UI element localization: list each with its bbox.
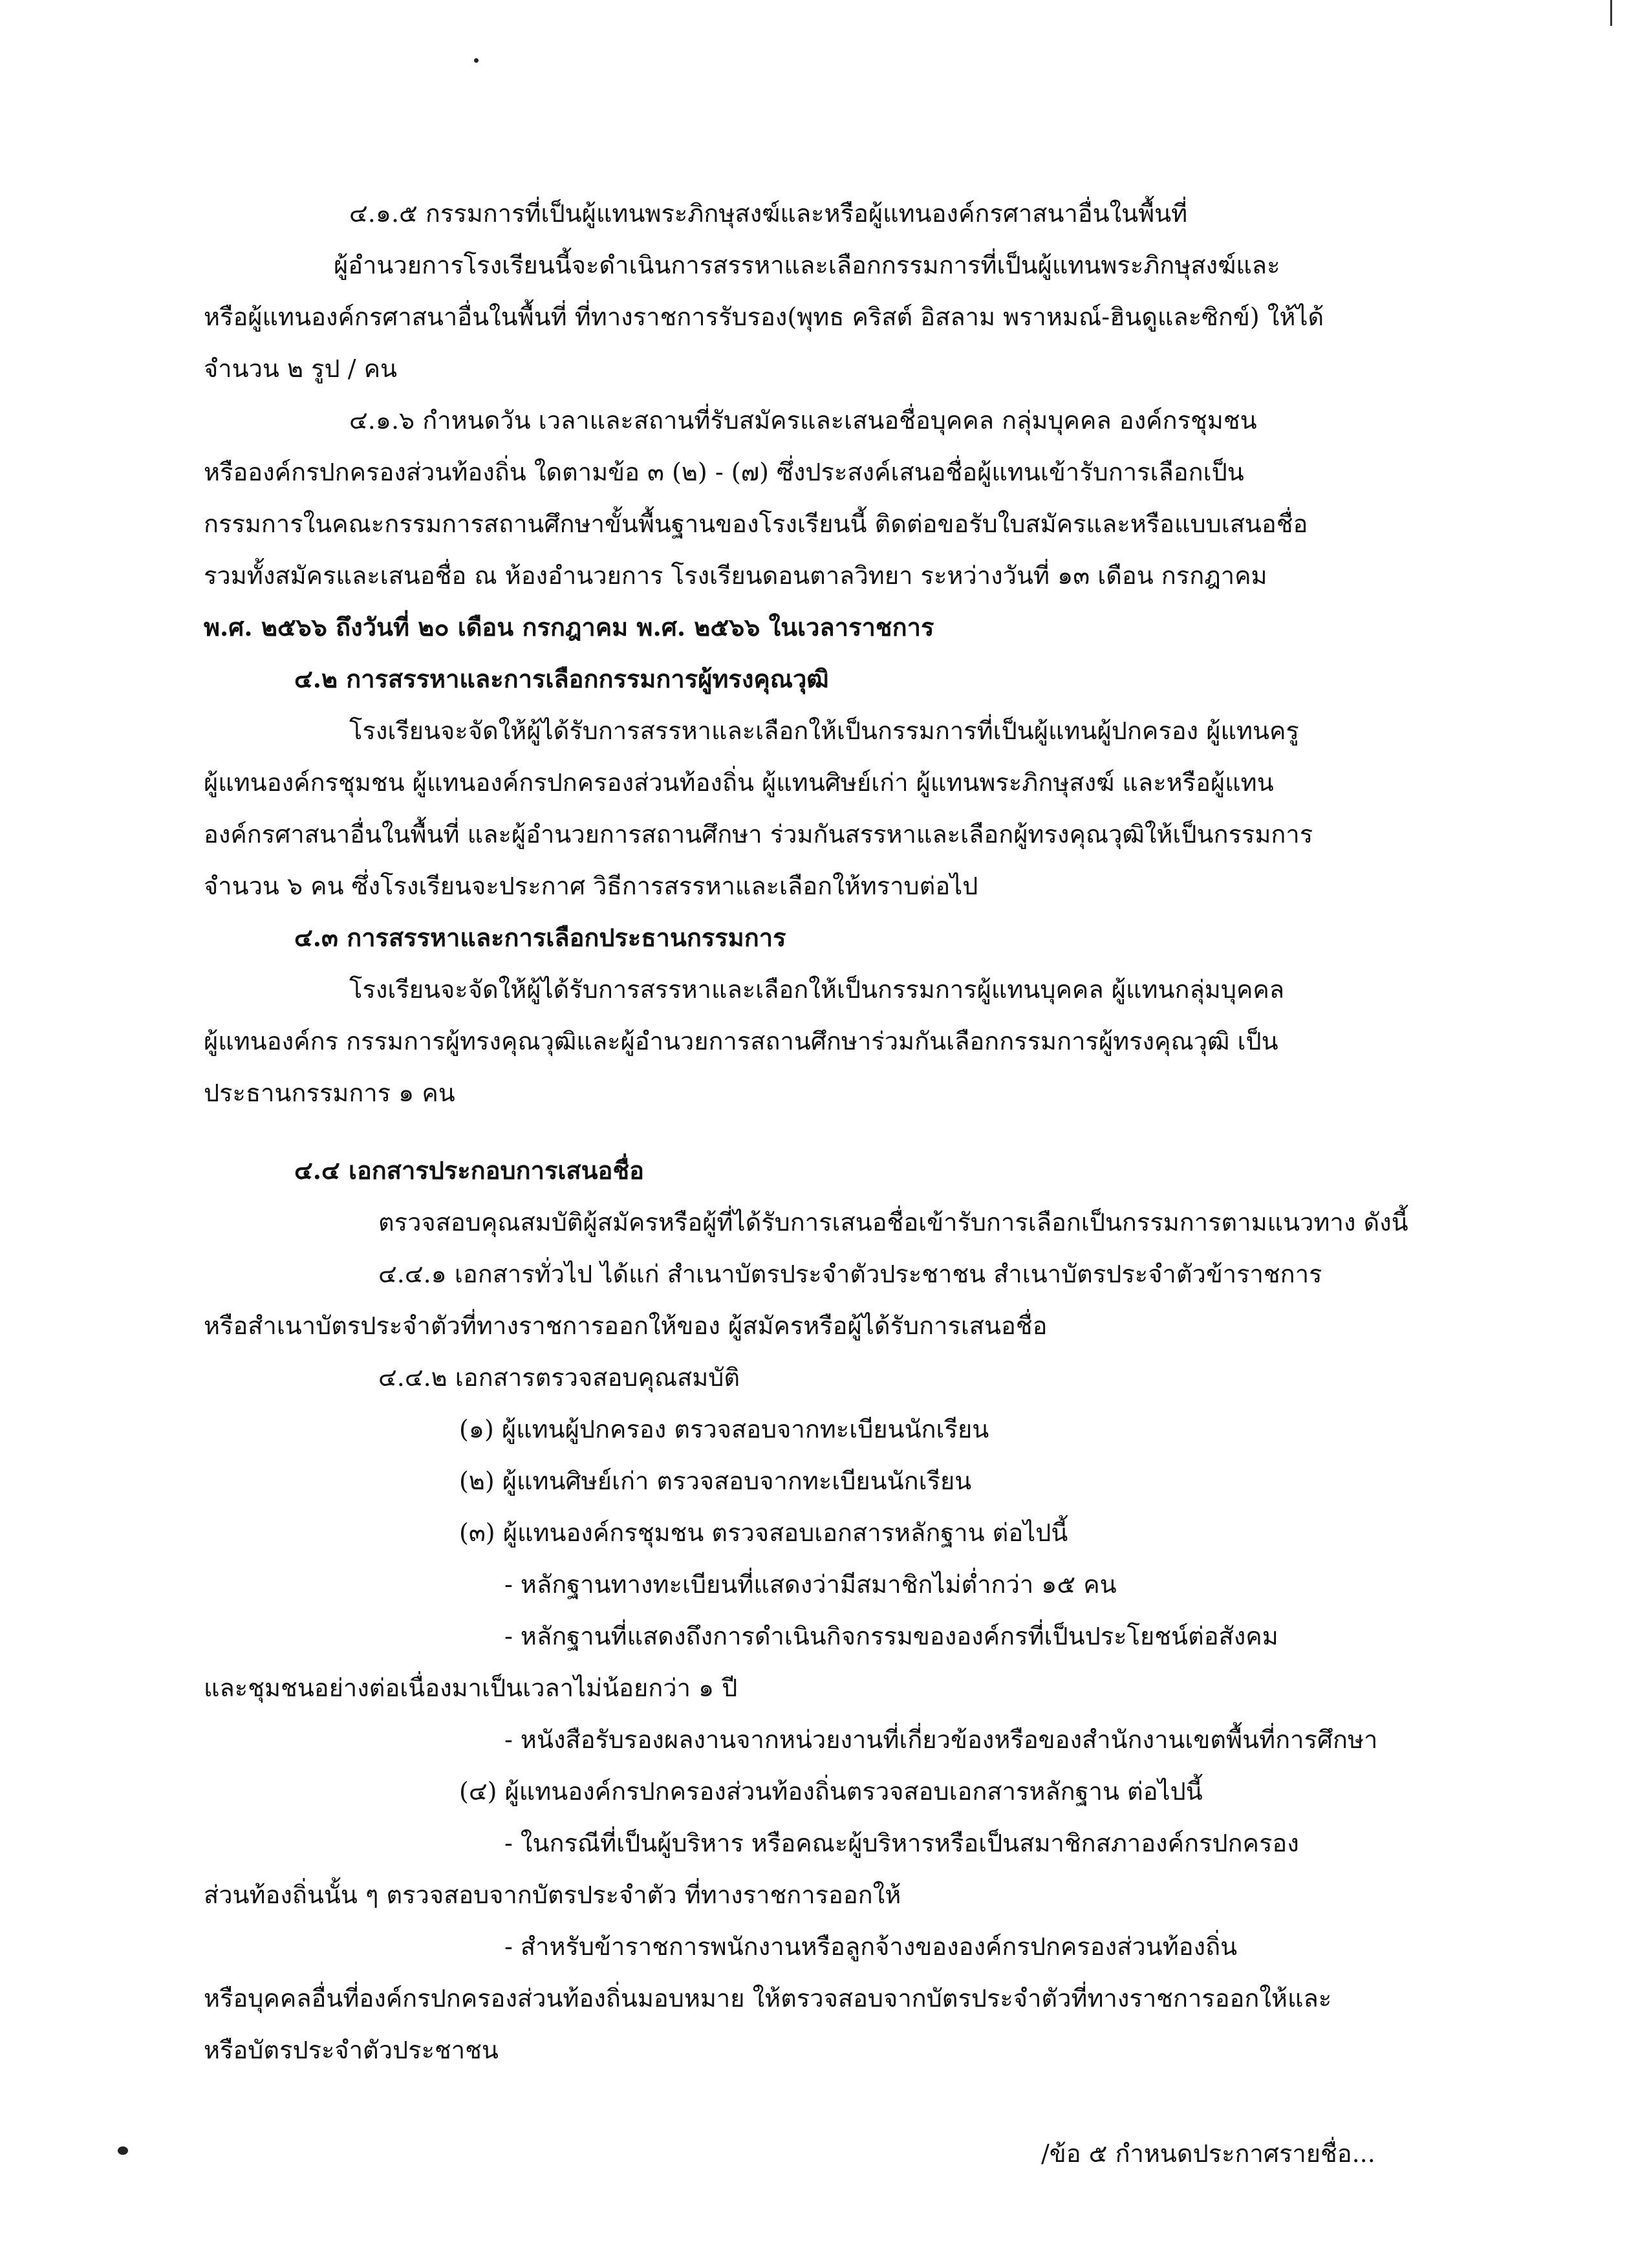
- paragraph-line: รวมทั้งสมัครและเสนอชื่อ ณ ห้องอำนวยการ โรงเรียนดอนตาลวิทยา ระหว่างวันที่ ๑๓ เดือน กรกฎาคม: [204, 561, 1267, 590]
- paragraph-line: ตรวจสอบคุณสมบัติผู้สมัครหรือผู้ที่ได้รับการเสนอชื่อเข้ารับการเลือกเป็นกรรมการตามแนวทาง ดังนี้: [378, 1208, 1408, 1237]
- bullet-item: - สำหรับข้าราชการพนักงานหรือลูกจ้างขององค์กรปกครองส่วนท้องถิ่น: [504, 1932, 1238, 1961]
- paragraph-line: ผู้แทนองค์กร กรรมการผู้ทรงคุณวุฒิและผู้อำนวยการสถานศึกษาร่วมกันเลือกกรรมการผู้ทรงคุณวุฒิ เป็น: [204, 1027, 1278, 1055]
- paragraph-line: หรือสำเนาบัตรประจำตัวที่ทางราชการออกให้ของ ผู้สมัครหรือผู้ได้รับการเสนอชื่อ: [204, 1312, 1048, 1340]
- paragraph-line: จำนวน ๒ รูป / คน: [204, 354, 397, 383]
- paragraph-line: โรงเรียนจะจัดให้ผู้ได้รับการสรรหาและเลือกให้เป็นกรรมการผู้แทนบุคคล ผู้แทนกลุ่มบุคคล: [349, 975, 1285, 1004]
- section-4-4-1-heading: ๔.๔.๑ เอกสารทั่วไป ได้แก่ สำเนาบัตรประจำตัวประชาชน สำเนาบัตรประจำตัวข้าราชการ: [378, 1260, 1322, 1288]
- bullet-item: - หนังสือรับรองผลงานจากหน่วยงานที่เกี่ยวข้องหรือของสำนักงานเขตพื้นที่การศึกษา: [504, 1725, 1378, 1754]
- bullet-item: - หลักฐานทางทะเบียนที่แสดงว่ามีสมาชิกไม่ต่ำกว่า ๑๕ คน: [504, 1570, 1117, 1599]
- paragraph-line: หรือบัตรประจำตัวประชาชน: [204, 2036, 499, 2064]
- section-4-4-heading: ๔.๔ เอกสารประกอบการเสนอชื่อ: [294, 1156, 644, 1185]
- paragraph-line: หรือบุคคลอื่นที่องค์กรปกครองส่วนท้องถิ่นมอบหมาย ให้ตรวจสอบจากบัตรประจำตัวที่ทางราชการออกให้และ: [204, 1984, 1332, 2013]
- section-4-3-heading: ๔.๓ การสรรหาและการเลือกประธานกรรมการ: [294, 923, 786, 952]
- paragraph-line: โรงเรียนจะจัดให้ผู้ได้รับการสรรหาและเลือกให้เป็นกรรมการที่เป็นผู้แทนผู้ปกครอง ผู้แทนครู: [349, 717, 1299, 745]
- paragraph-line: ประธานกรรมการ ๑ คน: [204, 1079, 455, 1107]
- paragraph-line: องค์กรศาสนาอื่นในพื้นที่ และผู้อำนวยการสถานศึกษา ร่วมกันสรรหาและเลือกผู้ทรงคุณวุฒิให้เป็นกรรมการ: [204, 820, 1313, 848]
- scan-edge-line: [1610, 0, 1612, 26]
- section-4-2-heading: ๔.๒ การสรรหาและการเลือกกรรมการผู้ทรงคุณวุฒิ: [294, 664, 829, 693]
- bullet-item: - หลักฐานที่แสดงถึงการดำเนินกิจกรรมขององค์กรที่เป็นประโยชน์ต่อสังคม: [504, 1622, 1278, 1650]
- list-item: (๑) ผู้แทนผู้ปกครอง ตรวจสอบจากทะเบียนนักเรียน: [459, 1415, 989, 1443]
- continuation-note: /ข้อ ๕ กำหนดประกาศรายชื่อ...: [1041, 2139, 1375, 2168]
- section-4-1-5-heading: ๔.๑.๕ กรรมการที่เป็นผู้แทนพระภิกษุสงฆ์และหรือผู้แทนองค์กรศาสนาอื่นในพื้นที่: [349, 199, 1188, 228]
- paragraph-line: ผู้อำนวยการโรงเรียนนี้จะดำเนินการสรรหาและเลือกกรรมการที่เป็นผู้แทนพระภิกษุสงฆ์และ: [334, 251, 1280, 279]
- paragraph-line: ผู้แทนองค์กรชุมชน ผู้แทนองค์กรปกครองส่วนท้องถิ่น ผู้แทนศิษย์เก่า ผู้แทนพระภิกษุสงฆ์ และหรือผู้แทน: [204, 768, 1274, 797]
- list-item: (๒) ผู้แทนศิษย์เก่า ตรวจสอบจากทะเบียนนักเรียน: [459, 1467, 972, 1495]
- paragraph-line: หรือองค์กรปกครองส่วนท้องถิ่น ใดตามข้อ ๓ (๒) - (๗) ซึ่งประสงค์เสนอชื่อผู้แทนเข้ารับการเลือกเป็น: [204, 458, 1244, 486]
- paragraph-line: ส่วนท้องถิ่นนั้น ๆ ตรวจสอบจากบัตรประจำตัว ที่ทางราชการออกให้: [204, 1881, 901, 1909]
- bullet-item: - ในกรณีที่เป็นผู้บริหาร หรือคณะผู้บริหารหรือเป็นสมาชิกสภาองค์กรปกครอง: [504, 1829, 1299, 1857]
- paragraph-line: จำนวน ๖ คน ซึ่งโรงเรียนจะประกาศ วิธีการสรรหาและเลือกให้ทราบต่อไป: [204, 872, 978, 900]
- list-item: (๓) ผู้แทนองค์กรชุมชน ตรวจสอบเอกสารหลักฐาน ต่อไปนี้: [459, 1518, 1068, 1547]
- list-item: (๔) ผู้แทนองค์กรปกครองส่วนท้องถิ่นตรวจสอบเอกสารหลักฐาน ต่อไปนี้: [459, 1777, 1203, 1806]
- section-4-4-2-heading: ๔.๔.๒ เอกสารตรวจสอบคุณสมบัติ: [378, 1363, 740, 1392]
- scan-speck: [118, 2146, 128, 2155]
- paragraph-line: หรือผู้แทนองค์กรศาสนาอื่นในพื้นที่ ที่ทางราชการรับรอง(พุทธ คริสต์ อิสลาม พราหมณ์-ฮินดูและซิกข์) ให้ได้: [204, 303, 1324, 331]
- section-4-1-6-heading: ๔.๑.๖ กำหนดวัน เวลาและสถานที่รับสมัครและเสนอชื่อบุคคล กลุ่มบุคคล องค์กรชุมชน: [349, 406, 1257, 435]
- paragraph-line: และชุมชนอย่างต่อเนื่องมาเป็นเวลาไม่น้อยกว่า ๑ ปี: [204, 1674, 738, 1702]
- scan-speck: [474, 58, 479, 63]
- paragraph-line: กรรมการในคณะกรรมการสถานศึกษาขั้นพื้นฐานของโรงเรียนนี้ ติดต่อขอรับใบสมัครและหรือแบบเสนอชื่อ: [204, 510, 1308, 538]
- paragraph-line: พ.ศ. ๒๕๖๖ ถึงวันที่ ๒๐ เดือน กรกฎาคม พ.ศ. ๒๕๖๖ ในเวลาราชการ: [204, 612, 934, 642]
